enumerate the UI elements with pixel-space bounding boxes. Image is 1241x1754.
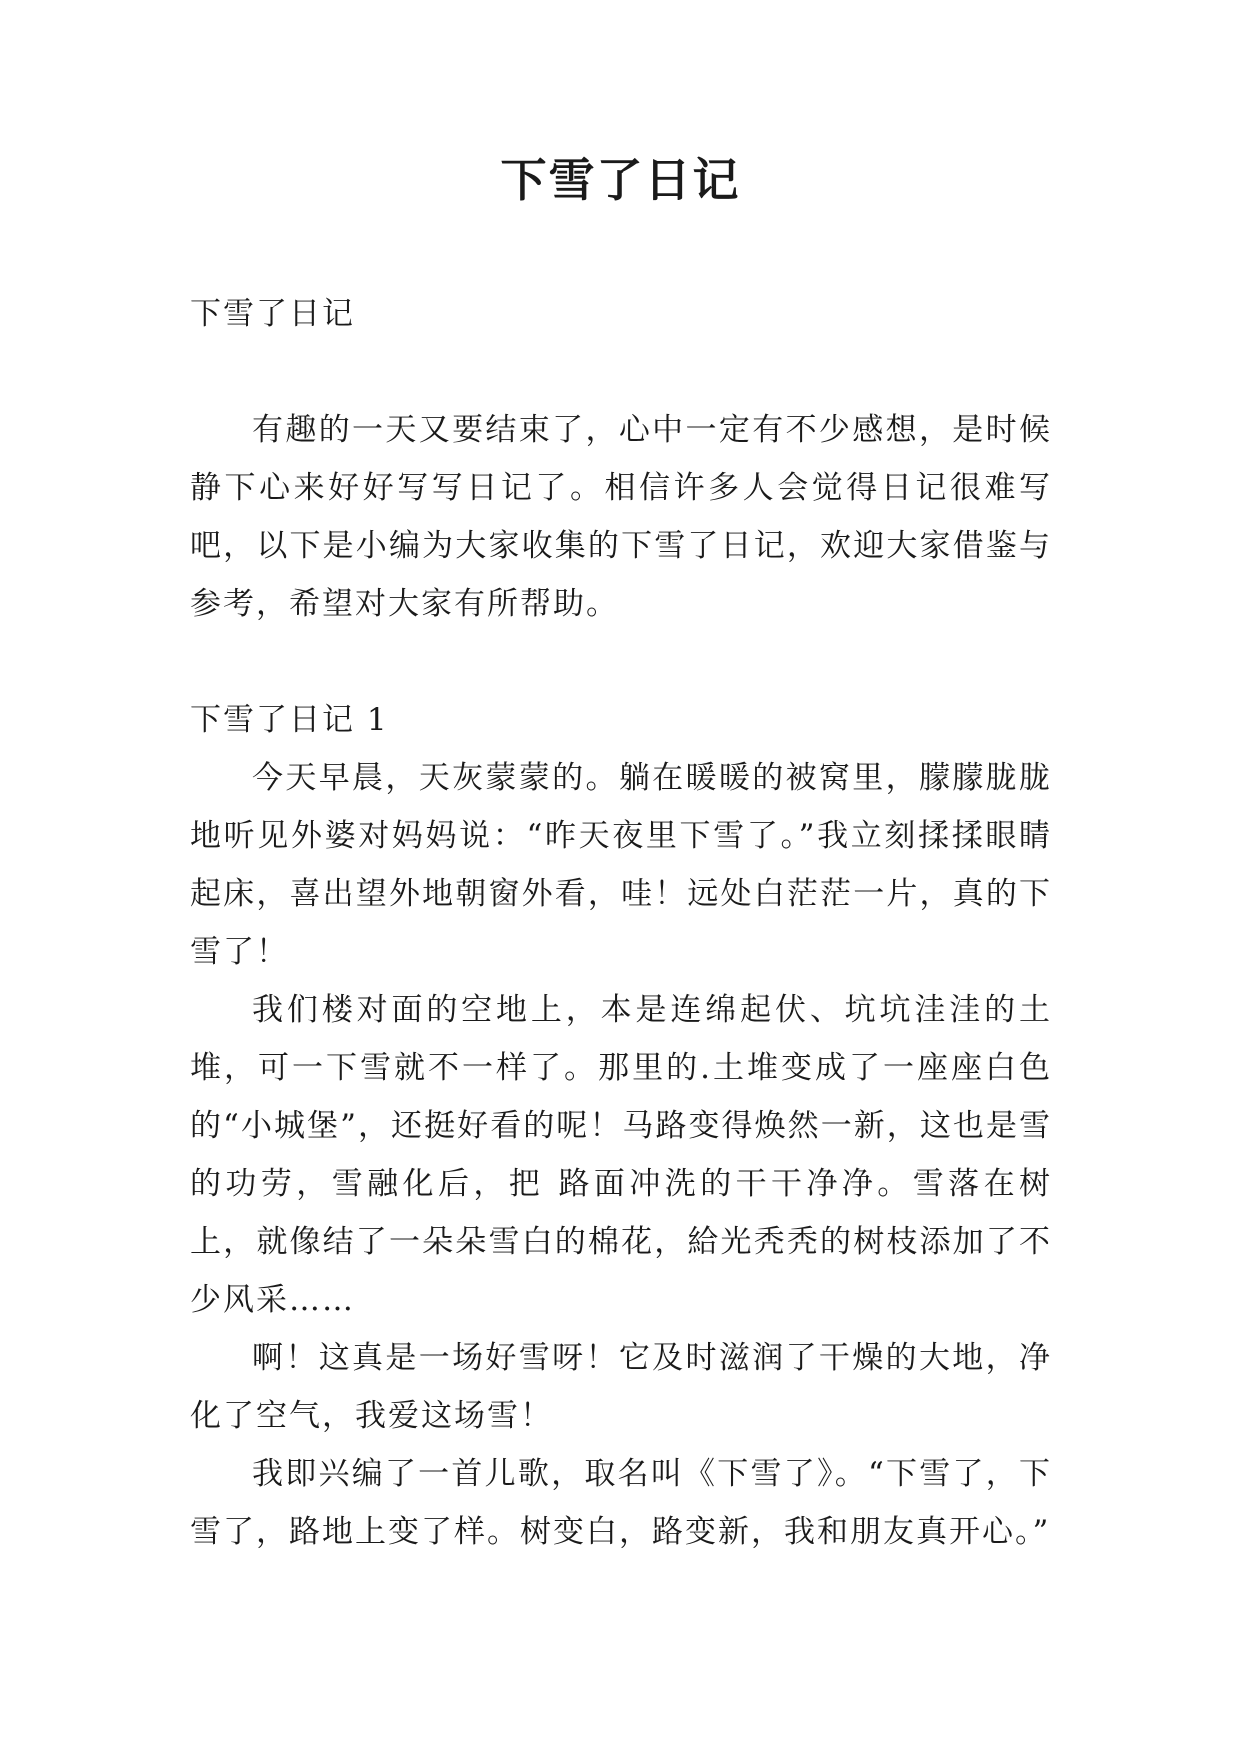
document-body [190, 285, 1052, 1561]
intro-paragraph: 有趣的一天又要结束了，心中一定有不少感想，是时候静下心来好好写写日记了。相信许多人会觉得日记很难写吧，以下是小编为大家收集的下雪了日记，欢迎大家借鉴与参考，希望对大家有所帮助。 [190, 412, 1052, 622]
section-heading: 下雪了日记 1 [190, 702, 389, 738]
document-title: 下雪了日记 [500, 153, 741, 207]
section-paragraph-3: 啊！这真是一场好雪呀！它及时滋润了干燥的大地，净化了空气，我爱这场雪！ [190, 1340, 1052, 1434]
document-subtitle: 下雪了日记 [190, 296, 355, 332]
spacer [190, 633, 1052, 691]
section-paragraph-4: 我即兴编了一首儿歌，取名叫《下雪了》。“下雪了，下雪了，路地上变了样。树变白，路变新，我和朋友真开心。” [190, 1456, 1052, 1550]
spacer [190, 343, 1052, 401]
section-paragraph-1: 今天早晨，天灰蒙蒙的。躺在暖暖的被窝里，朦朦胧胧地听见外婆对妈妈说：“昨天夜里下雪了。”我立刻揉揉眼睛起床，喜出望外地朝窗外看，哇！远处白茫茫一片，真的下雪了！ [190, 760, 1052, 970]
section-paragraph-2: 我们楼对面的空地上，本是连绵起伏、坑坑洼洼的土堆，可一下雪就不一样了。那里的.土堆变成了一座座白色的“小城堡”，还挺好看的呢！马路变得焕然一新，这也是雪的功劳，雪融化后，把 路面冲洗的干干净净。雪落在树上，就像结了一朵朵雪白的棉花，給光秃秃的树枝添加了不少风采…… [190, 992, 1052, 1318]
